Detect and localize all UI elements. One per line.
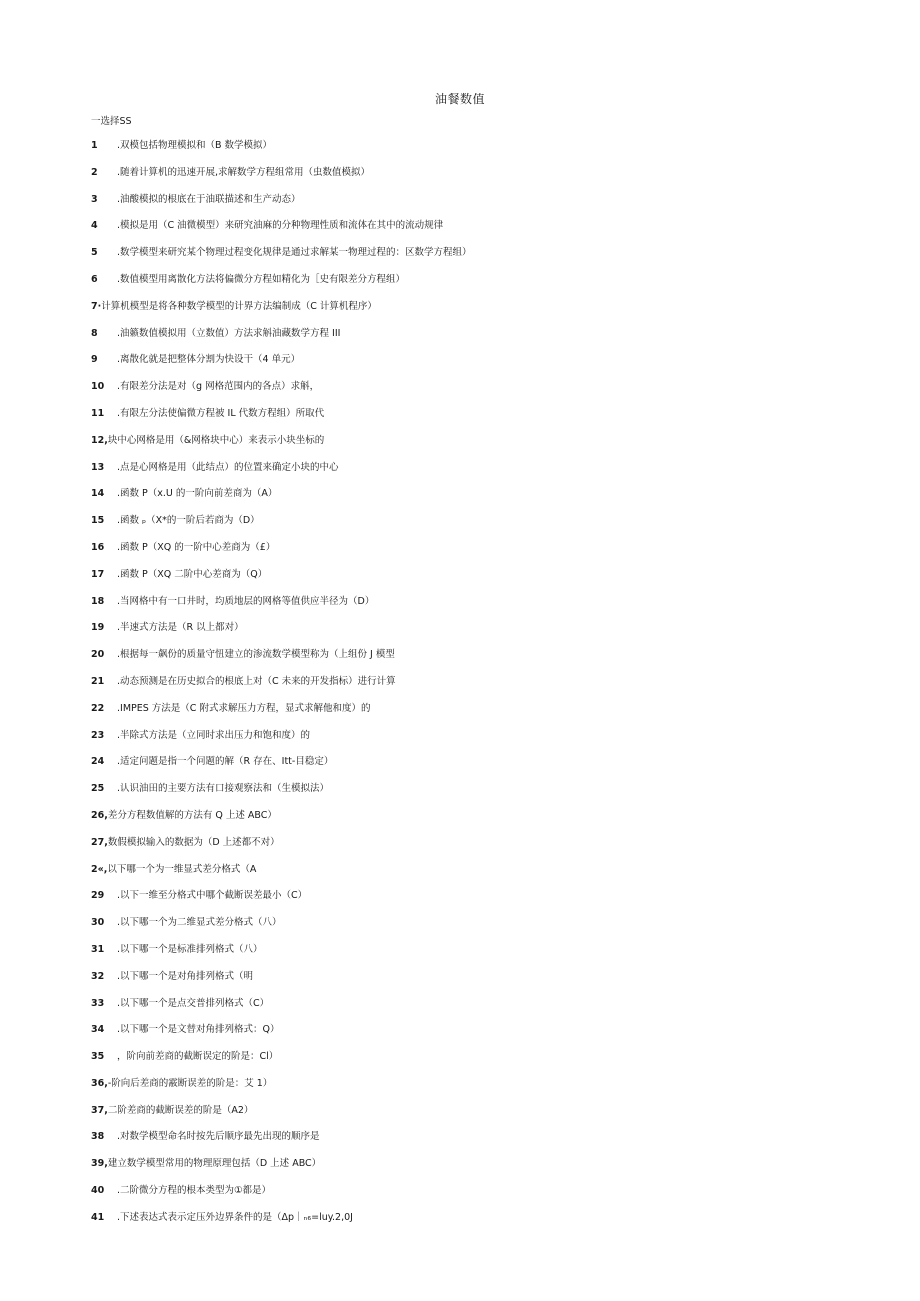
question-text: .适定问题是指一个问题的解（R 存在、Itt-目稳定） xyxy=(117,756,334,768)
question-item xyxy=(91,461,871,488)
question-text: .以下哪一个是对角排列格式（明 xyxy=(117,970,254,982)
question-number: 2 xyxy=(91,166,98,178)
question-item xyxy=(91,595,871,622)
question-number: 21 xyxy=(91,675,105,687)
question-text: .根据每一飙份的质量守忸建立的渗流数学模型称为（上组份 J 模型 xyxy=(117,649,395,661)
question-number: 25 xyxy=(91,783,105,795)
question-number: 16 xyxy=(91,541,105,553)
question-text: .油籁数值模拟用（立数值）方法求斛油藏数学方程 III xyxy=(117,327,341,339)
question-text: .数学模型来研究某个物理过程变化规律是通过求解某一物理过程的：区数学方程组） xyxy=(117,247,472,259)
question-number: 22 xyxy=(91,702,105,714)
question-number: 4 xyxy=(91,220,98,232)
question-number: 18 xyxy=(91,595,105,607)
question-number: 37, xyxy=(91,1104,108,1116)
question-number: 14 xyxy=(91,488,105,500)
question-text: .函数 ₚ（X*的一阶后若商为（D） xyxy=(117,515,260,527)
question-item xyxy=(91,675,871,702)
question-number: 40 xyxy=(91,1185,105,1197)
document-title xyxy=(0,90,920,107)
question-number: 12, xyxy=(91,434,108,446)
question-number: 7· xyxy=(91,300,102,312)
question-item xyxy=(91,648,871,675)
question-item xyxy=(91,970,871,997)
question-text: .函数 P（x.U 的一阶向前差商为（A） xyxy=(117,488,278,500)
question-item xyxy=(91,1104,871,1131)
question-number: 32 xyxy=(91,970,105,982)
question-item xyxy=(91,1130,871,1157)
question-item xyxy=(91,836,871,863)
question-number: 1 xyxy=(91,140,98,151)
question-item xyxy=(91,863,871,890)
question-text: 块中心网格是用（&网格块中心）来表示小块坐标的 xyxy=(107,434,325,446)
question-text: .以下哪一个为二维显式差分格式（八） xyxy=(117,917,282,929)
question-text: .IMPES 方法是（C 附式求解压力方程，显式求解他和度）的 xyxy=(117,702,371,714)
question-text: 以下哪一个为一维显式差分格式（A xyxy=(107,863,257,875)
question-item xyxy=(91,139,871,166)
question-number: 10 xyxy=(91,381,105,393)
question-item xyxy=(91,380,871,407)
question-item xyxy=(91,1157,871,1184)
question-number: 9 xyxy=(91,354,98,366)
question-number: 29 xyxy=(91,890,105,902)
question-number: 8 xyxy=(91,327,98,339)
question-item xyxy=(91,621,871,648)
question-text: .随着计算机的迅速开展,求解数学方程组常用（虫数值模拟） xyxy=(117,166,371,178)
question-number: 27, xyxy=(91,836,108,848)
question-item xyxy=(91,1077,871,1104)
question-number: 15 xyxy=(91,515,105,527)
question-item xyxy=(91,487,871,514)
question-number: 11 xyxy=(91,407,105,419)
question-text: .模拟是用（C 油微模型）来研究油麻的分种物理性质和流体在其中的流动规律 xyxy=(117,220,444,232)
question-text: .双模包括物理模拟和（B 数学模拟） xyxy=(117,140,273,151)
question-number: 36, xyxy=(91,1077,108,1089)
question-text: 二阶差商的截断误差的阶是（A2） xyxy=(107,1104,254,1116)
question-item xyxy=(91,702,871,729)
question-text: .数值模型用离散化方法将偏微分方程如精化为［史有限差分方程组） xyxy=(117,273,406,285)
question-number: 5 xyxy=(91,247,98,259)
question-text: .半除式方法是（立同时求出压力和饱和度）的 xyxy=(117,729,311,741)
question-number: 19 xyxy=(91,622,105,634)
question-text: .半速式方法是（R 以上都对） xyxy=(117,622,244,634)
question-text: 数假模拟输入的数据为（D 上述都不对） xyxy=(107,836,280,848)
question-number: 41 xyxy=(91,1211,105,1223)
question-text: .函数 P（XQ 二阶中心差商为（Q） xyxy=(117,568,268,580)
question-text: .动态预测是在历史拟合的根底上对（C 未来的开发指标）进行计算 xyxy=(117,675,396,687)
question-item xyxy=(91,434,871,461)
question-item xyxy=(91,327,871,354)
question-item xyxy=(91,568,871,595)
question-text: .以下哪一个是标准排列格式（八） xyxy=(117,943,263,955)
question-text: .有限差分法是对（g 网格范围内的各点）求斛， xyxy=(117,381,320,393)
question-number: 3 xyxy=(91,193,98,205)
question-item xyxy=(91,219,871,246)
question-item xyxy=(91,1211,871,1238)
question-item xyxy=(91,782,871,809)
question-item xyxy=(91,916,871,943)
question-number: 24 xyxy=(91,756,105,768)
question-text: 差分方程数值解的方法有 Q 上述 ABC） xyxy=(107,809,277,821)
question-text: .对数学模型命名时按先后顺序最先出现的顺序是 xyxy=(117,1131,320,1143)
question-text: 建立数学模型常用的物理原理包括（D 上述 ABC） xyxy=(107,1158,322,1170)
question-item xyxy=(91,541,871,568)
question-text: .离散化就是把整体分割为快设干（4 单元） xyxy=(117,354,301,366)
question-text: .以下哪一个是点交普排列格式（C） xyxy=(117,997,270,1009)
question-item xyxy=(91,997,871,1024)
question-item xyxy=(91,246,871,273)
question-item xyxy=(91,407,871,434)
question-number: 20 xyxy=(91,649,105,661)
question-text: .下述表达式表示定压外边界条件的是（Δp｜ₙ₆=luy.2,0J xyxy=(117,1211,353,1223)
question-item xyxy=(91,809,871,836)
question-number: 6 xyxy=(91,273,98,285)
question-number: 30 xyxy=(91,917,105,929)
question-item xyxy=(91,1050,871,1077)
question-number: 38 xyxy=(91,1131,105,1143)
question-number: 13 xyxy=(91,461,105,473)
question-number: 33 xyxy=(91,997,105,1009)
question-item xyxy=(91,273,871,300)
question-text: .当网格中有一口井时，均质地层的网格等值供应半径为（D） xyxy=(117,595,375,607)
question-number: 2«, xyxy=(91,863,108,875)
question-item xyxy=(91,353,871,380)
question-number: 39, xyxy=(91,1158,108,1170)
question-item xyxy=(91,300,871,327)
question-text: .函数 P（XQ 的一阶中心差商为（£） xyxy=(117,541,276,553)
question-text: .二阶微分方程的根本类型为①都是） xyxy=(117,1185,272,1197)
question-number: 31 xyxy=(91,943,105,955)
question-number: 35 xyxy=(91,1051,105,1063)
question-item xyxy=(91,1023,871,1050)
question-item xyxy=(91,729,871,756)
question-text: .以下一维至分格式中哪个截断误差最小（C） xyxy=(117,890,308,902)
question-number: 17 xyxy=(91,568,105,580)
section-heading: 一选择SS xyxy=(91,116,132,127)
question-item xyxy=(91,514,871,541)
question-number: 23 xyxy=(91,729,105,741)
question-item xyxy=(91,193,871,220)
document-title-text: 油餐数值 xyxy=(434,92,485,106)
question-item xyxy=(91,943,871,970)
question-item xyxy=(91,1184,871,1211)
question-text: -阶向后差商的霰断误差的阶是：艾 1） xyxy=(107,1077,273,1089)
question-text: .认识油田的主要方法有口接观察法和（生模拟法） xyxy=(117,783,330,795)
question-text: 计算机模型是将各种数学模型的计界方法编制成（C 计算机程序） xyxy=(101,300,377,312)
question-item xyxy=(91,166,871,193)
question-text: .点是心网格是用（此结点）的位置来确定小块的中心 xyxy=(117,461,339,473)
question-text: .油酸模拟的根底在于油联描述和生产动态） xyxy=(117,193,301,205)
question-text: .以下哪一个是文替对角排列格式：Q） xyxy=(117,1024,280,1036)
question-item xyxy=(91,889,871,916)
question-item xyxy=(91,755,871,782)
question-text: .有限左分法使偏微方程被 IL 代数方程组）所取代 xyxy=(117,407,325,419)
question-number: 34 xyxy=(91,1024,105,1036)
question-number: 26, xyxy=(91,809,108,821)
question-list xyxy=(91,139,871,1238)
question-text: ，阶向前差商的截断误定的阶是：Cl） xyxy=(117,1051,279,1063)
